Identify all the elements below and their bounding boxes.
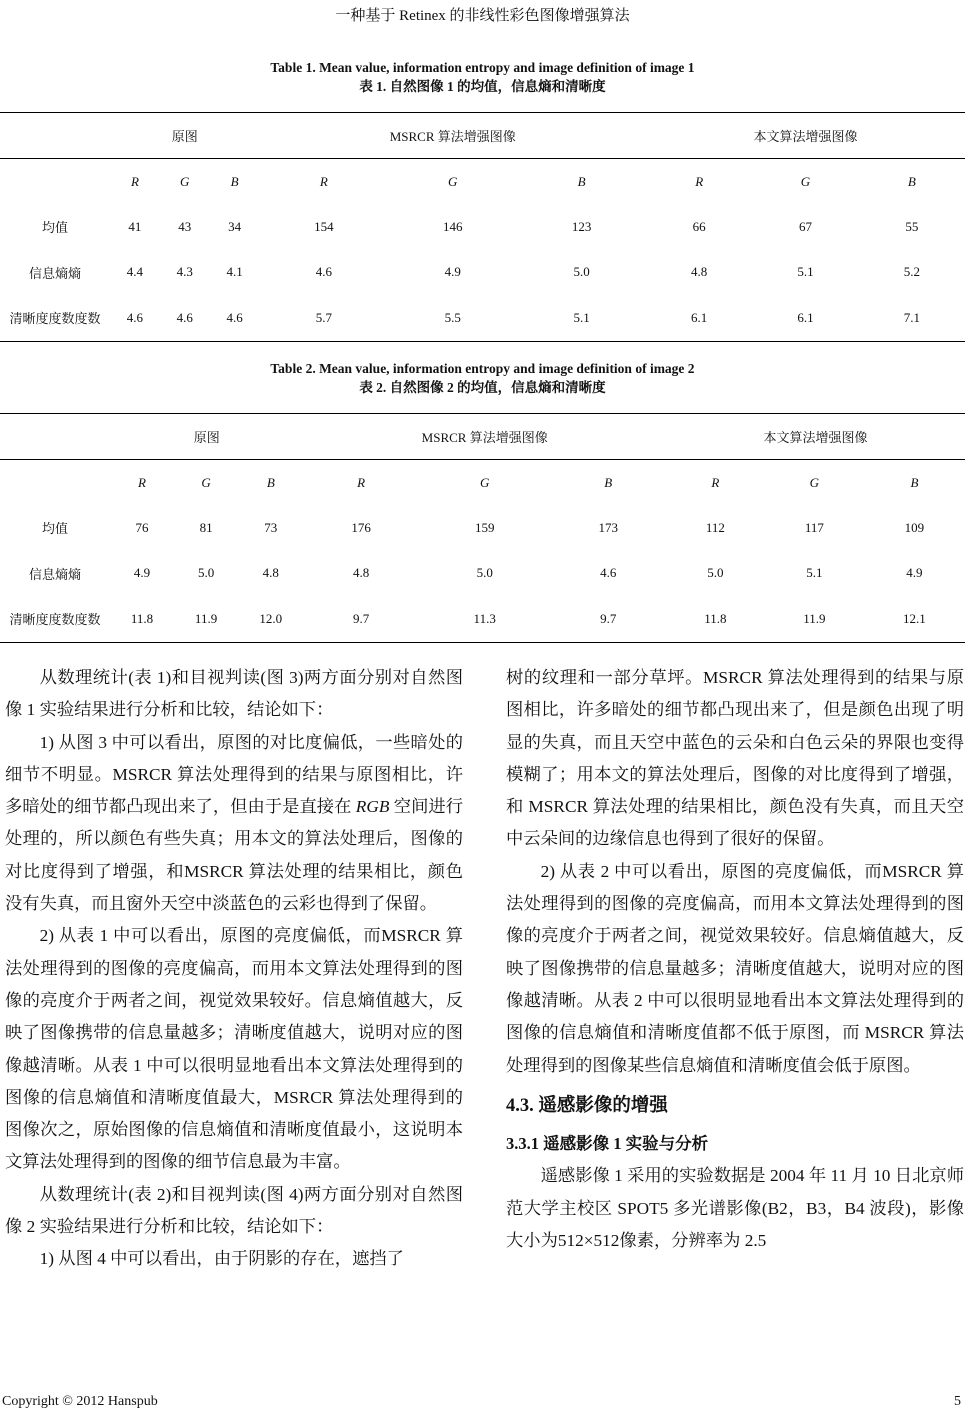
table-cell: 5.5 [444, 309, 461, 325]
table-2 [0, 413, 965, 643]
channel-header: R [130, 173, 139, 189]
channel-header: G [800, 173, 811, 189]
paragraph [5, 727, 463, 921]
channel-header: G [479, 474, 490, 490]
table-cell: 4.1 [226, 264, 243, 280]
empty-cell [0, 414, 110, 460]
text: 1) 从图 3 中可以看出，原图的对比度偏低，一些暗处的细节不明显。MSRCR 算法处理得到的结果与原图相比，许多暗处的细节都凸现出来了，但由于是直接在 [5, 732, 463, 817]
table-cell: 4.3 [176, 264, 193, 280]
section-heading: 4.3. 遥感影像的增强 [506, 1095, 668, 1116]
table-cell: 5.1 [573, 309, 590, 325]
table-cell: 5.1 [797, 264, 814, 280]
group-header-row [0, 414, 965, 460]
table-cell: 11.8 [704, 610, 727, 626]
table-cell: 12.1 [903, 610, 926, 626]
paragraph: 遥感影像 1 采用的实验数据是 2004 年 11 月 10 日北京师范大学主校区 SPOT5 多光谱影像(B2，B3，B4 波段)，影像大小为512×512像素，分辨率为 2.5 [506, 1166, 964, 1251]
group-header: 原图 [193, 430, 220, 445]
right-column [506, 662, 964, 1257]
row-label: 信息熵熵 [28, 265, 81, 281]
table-cell: 4.4 [126, 264, 144, 280]
channel-header: G [809, 474, 820, 490]
table-cell: 41 [128, 218, 142, 234]
row-label: 均值 [41, 220, 68, 236]
paragraph: 2) 从表 1 中可以看出，原图的亮度偏低，而MSRCR 算法处理得到的图像的亮度偏高，而用本文算法处理得到的图像的亮度介于两者之间，视觉效果较好。信息熵值越大，反映了图像携带的信息量越多；清晰度值越大，说明对应的图像越清晰。从表 1 中可以很明显地看出本文算法处理得到的图像的信息熵值和清晰度值最大，MSRCR 算法处理得到的图像次之，原始图像的信息熵值和清晰度值最小，这说明本文算法处理得到的图像的细节信息最为丰富。 [5, 926, 463, 1172]
empty-cell [0, 113, 110, 159]
page-number: 5 [954, 1394, 961, 1409]
table-cell: 9.7 [600, 610, 617, 626]
table-cell: 173 [598, 519, 618, 535]
channel-header: R [357, 474, 366, 490]
group-header: MSRCR 算法增强图像 [389, 129, 516, 144]
channel-header: R [711, 474, 720, 490]
row-label: 清晰度度数度数 [9, 612, 101, 628]
table-row [0, 295, 965, 341]
table-row [0, 505, 965, 551]
group-header: 本文算法增强图像 [753, 129, 858, 144]
table1-caption [0, 58, 965, 96]
channel-header: R [695, 173, 704, 189]
table-cell: 146 [442, 218, 463, 234]
table-cell: 4.8 [262, 565, 279, 581]
table-cell: 6.1 [797, 309, 814, 325]
table-cell: 4.9 [906, 565, 923, 581]
left-column [5, 662, 463, 1276]
table-cell: 4.6 [126, 309, 144, 325]
table-cell: 154 [314, 218, 334, 234]
table-cell: 11.8 [130, 610, 154, 626]
table-cell: 11.3 [473, 610, 496, 626]
table-cell: 109 [904, 519, 925, 535]
group-header: 本文算法增强图像 [763, 430, 868, 445]
paragraph: 1) 从图 4 中可以看出，由于阴影的存在，遮挡了 [39, 1249, 404, 1269]
channel-header-row [0, 460, 965, 506]
table-cell: 6.1 [691, 309, 708, 325]
table-cell: 11.9 [803, 610, 826, 626]
channel-header: G [201, 474, 211, 490]
empty-cell [0, 159, 110, 205]
channel-header: B [230, 173, 239, 189]
channel-header: B [604, 474, 613, 490]
table2-caption [0, 359, 965, 397]
table-cell: 12.0 [259, 610, 283, 626]
table-cell: 5.0 [707, 565, 724, 581]
table-row [0, 250, 965, 296]
table-cell: 159 [474, 519, 495, 535]
row-label: 信息熵熵 [28, 566, 81, 582]
channel-header: B [910, 474, 919, 490]
table-cell: 81 [199, 519, 213, 535]
channel-header: R [319, 173, 328, 189]
table-cell: 43 [178, 218, 192, 234]
table1-caption-en: Table 1. Mean value, information entropy and image definition of image 1 [270, 60, 695, 75]
table-cell: 9.7 [353, 610, 370, 626]
table-cell: 117 [804, 519, 824, 535]
table-cell: 4.8 [353, 565, 370, 581]
channel-header: B [577, 173, 586, 189]
table-cell: 4.9 [444, 264, 461, 280]
table-cell: 55 [905, 218, 919, 234]
table-cell: 7.1 [903, 309, 920, 325]
channel-header: B [907, 173, 916, 189]
running-head: 一种基于 Retinex 的非线性彩色图像增强算法 [335, 8, 630, 24]
table-cell: 5.7 [315, 309, 333, 325]
table-cell: 5.0 [197, 565, 215, 581]
paragraph: 从数理统计(表 2)和目视判读(图 4)两方面分别对自然图像 2 实验结果进行分析和比较，结论如下： [5, 1184, 463, 1237]
table-cell: 5.1 [806, 565, 823, 581]
table-cell: 67 [798, 218, 812, 234]
paragraph: 树的纹理和一部分草坪。MSRCR 算法处理得到的结果与原图相比，许多暗处的细节都凸现出来了，但是颜色出现了明显的失真，而且天空中蓝色的云朵和白色云朵的界限也变得模糊了；用本文的算法处理后，图像的对比度得到了增强，和 MSRCR 算法处理的结果相比，颜色没有失真，而且天空中云朵间的边缘信息也得到了很好的保留。 [506, 668, 964, 849]
table-cell: 4.6 [315, 264, 333, 280]
table-1 [0, 112, 965, 342]
empty-cell [0, 460, 110, 506]
table-cell: 11.9 [194, 610, 218, 626]
channel-header: G [448, 173, 458, 189]
table2-caption-cn: 表 2. 自然图像 2 的均值，信息熵和清晰度 [359, 380, 606, 395]
table-cell: 112 [705, 519, 725, 535]
table-cell: 4.8 [691, 264, 708, 280]
subsection-heading: 3.3.1 遥感影像 1 实验与分析 [506, 1134, 709, 1154]
table-row [0, 204, 965, 250]
copyright: Copyright © 2012 Hanspub [2, 1394, 158, 1409]
table-cell: 5.0 [476, 565, 493, 581]
table-cell: 176 [351, 519, 371, 535]
table-cell: 5.2 [903, 264, 920, 280]
channel-header: R [138, 474, 146, 490]
group-header: 原图 [171, 129, 198, 144]
table1-caption-cn: 表 1. 自然图像 1 的均值，信息熵和清晰度 [359, 79, 606, 94]
table-cell: 4.6 [600, 565, 617, 581]
group-header: MSRCR 算法增强图像 [421, 430, 548, 445]
paragraph: 2) 从表 2 中可以看出，原图的亮度偏低，而MSRCR 算法处理得到的图像的亮度偏高，而用本文算法处理得到的图像的亮度介于两者之间，视觉效果较好。信息熵值越大，反映了图像携带的信息量越多；清晰度值越大，说明对应的图像越清晰。从表 2 中可以很明显地看出本文算法处理得到的图像的信息熵值和清晰度值都不低于原图，而 MSRCR 算法处理得到的图像某些信息熵值和清晰度值会低于原图。 [506, 861, 964, 1075]
paragraph: 从数理统计(表 1)和目视判读(图 3)两方面分别对自然图像 1 实验结果进行分析和比较，结论如下： [5, 668, 463, 720]
table-cell: 5.0 [573, 264, 590, 280]
row-label: 均值 [41, 521, 68, 537]
table-row [0, 596, 965, 642]
channel-header: B [266, 474, 275, 490]
table-cell: 4.6 [226, 309, 243, 325]
table-cell: 76 [135, 519, 149, 535]
channel-header: G [180, 173, 190, 189]
text: 空间进行处理的，所以颜色有些失真；用本文的算法处理后，图像的对比度得到了增强，和MSRCR 算法处理的结果相比，颜色没有失真，而且窗外天空中淡蓝色的云彩也得到了保留。 [5, 797, 463, 914]
table2-caption-en: Table 2. Mean value, information entropy and image definition of image 2 [270, 361, 695, 376]
table-row [0, 551, 965, 597]
table-cell: 4.9 [133, 565, 151, 581]
table-cell: 123 [571, 218, 592, 234]
table-cell: 34 [228, 218, 242, 234]
table-cell: 66 [692, 218, 706, 234]
group-header-row [0, 113, 965, 159]
text-italic: RGB [355, 797, 390, 817]
channel-header-row [0, 159, 965, 205]
table-cell: 73 [264, 519, 278, 535]
row-label: 清晰度度数度数 [9, 311, 101, 327]
table-cell: 4.6 [176, 309, 193, 325]
